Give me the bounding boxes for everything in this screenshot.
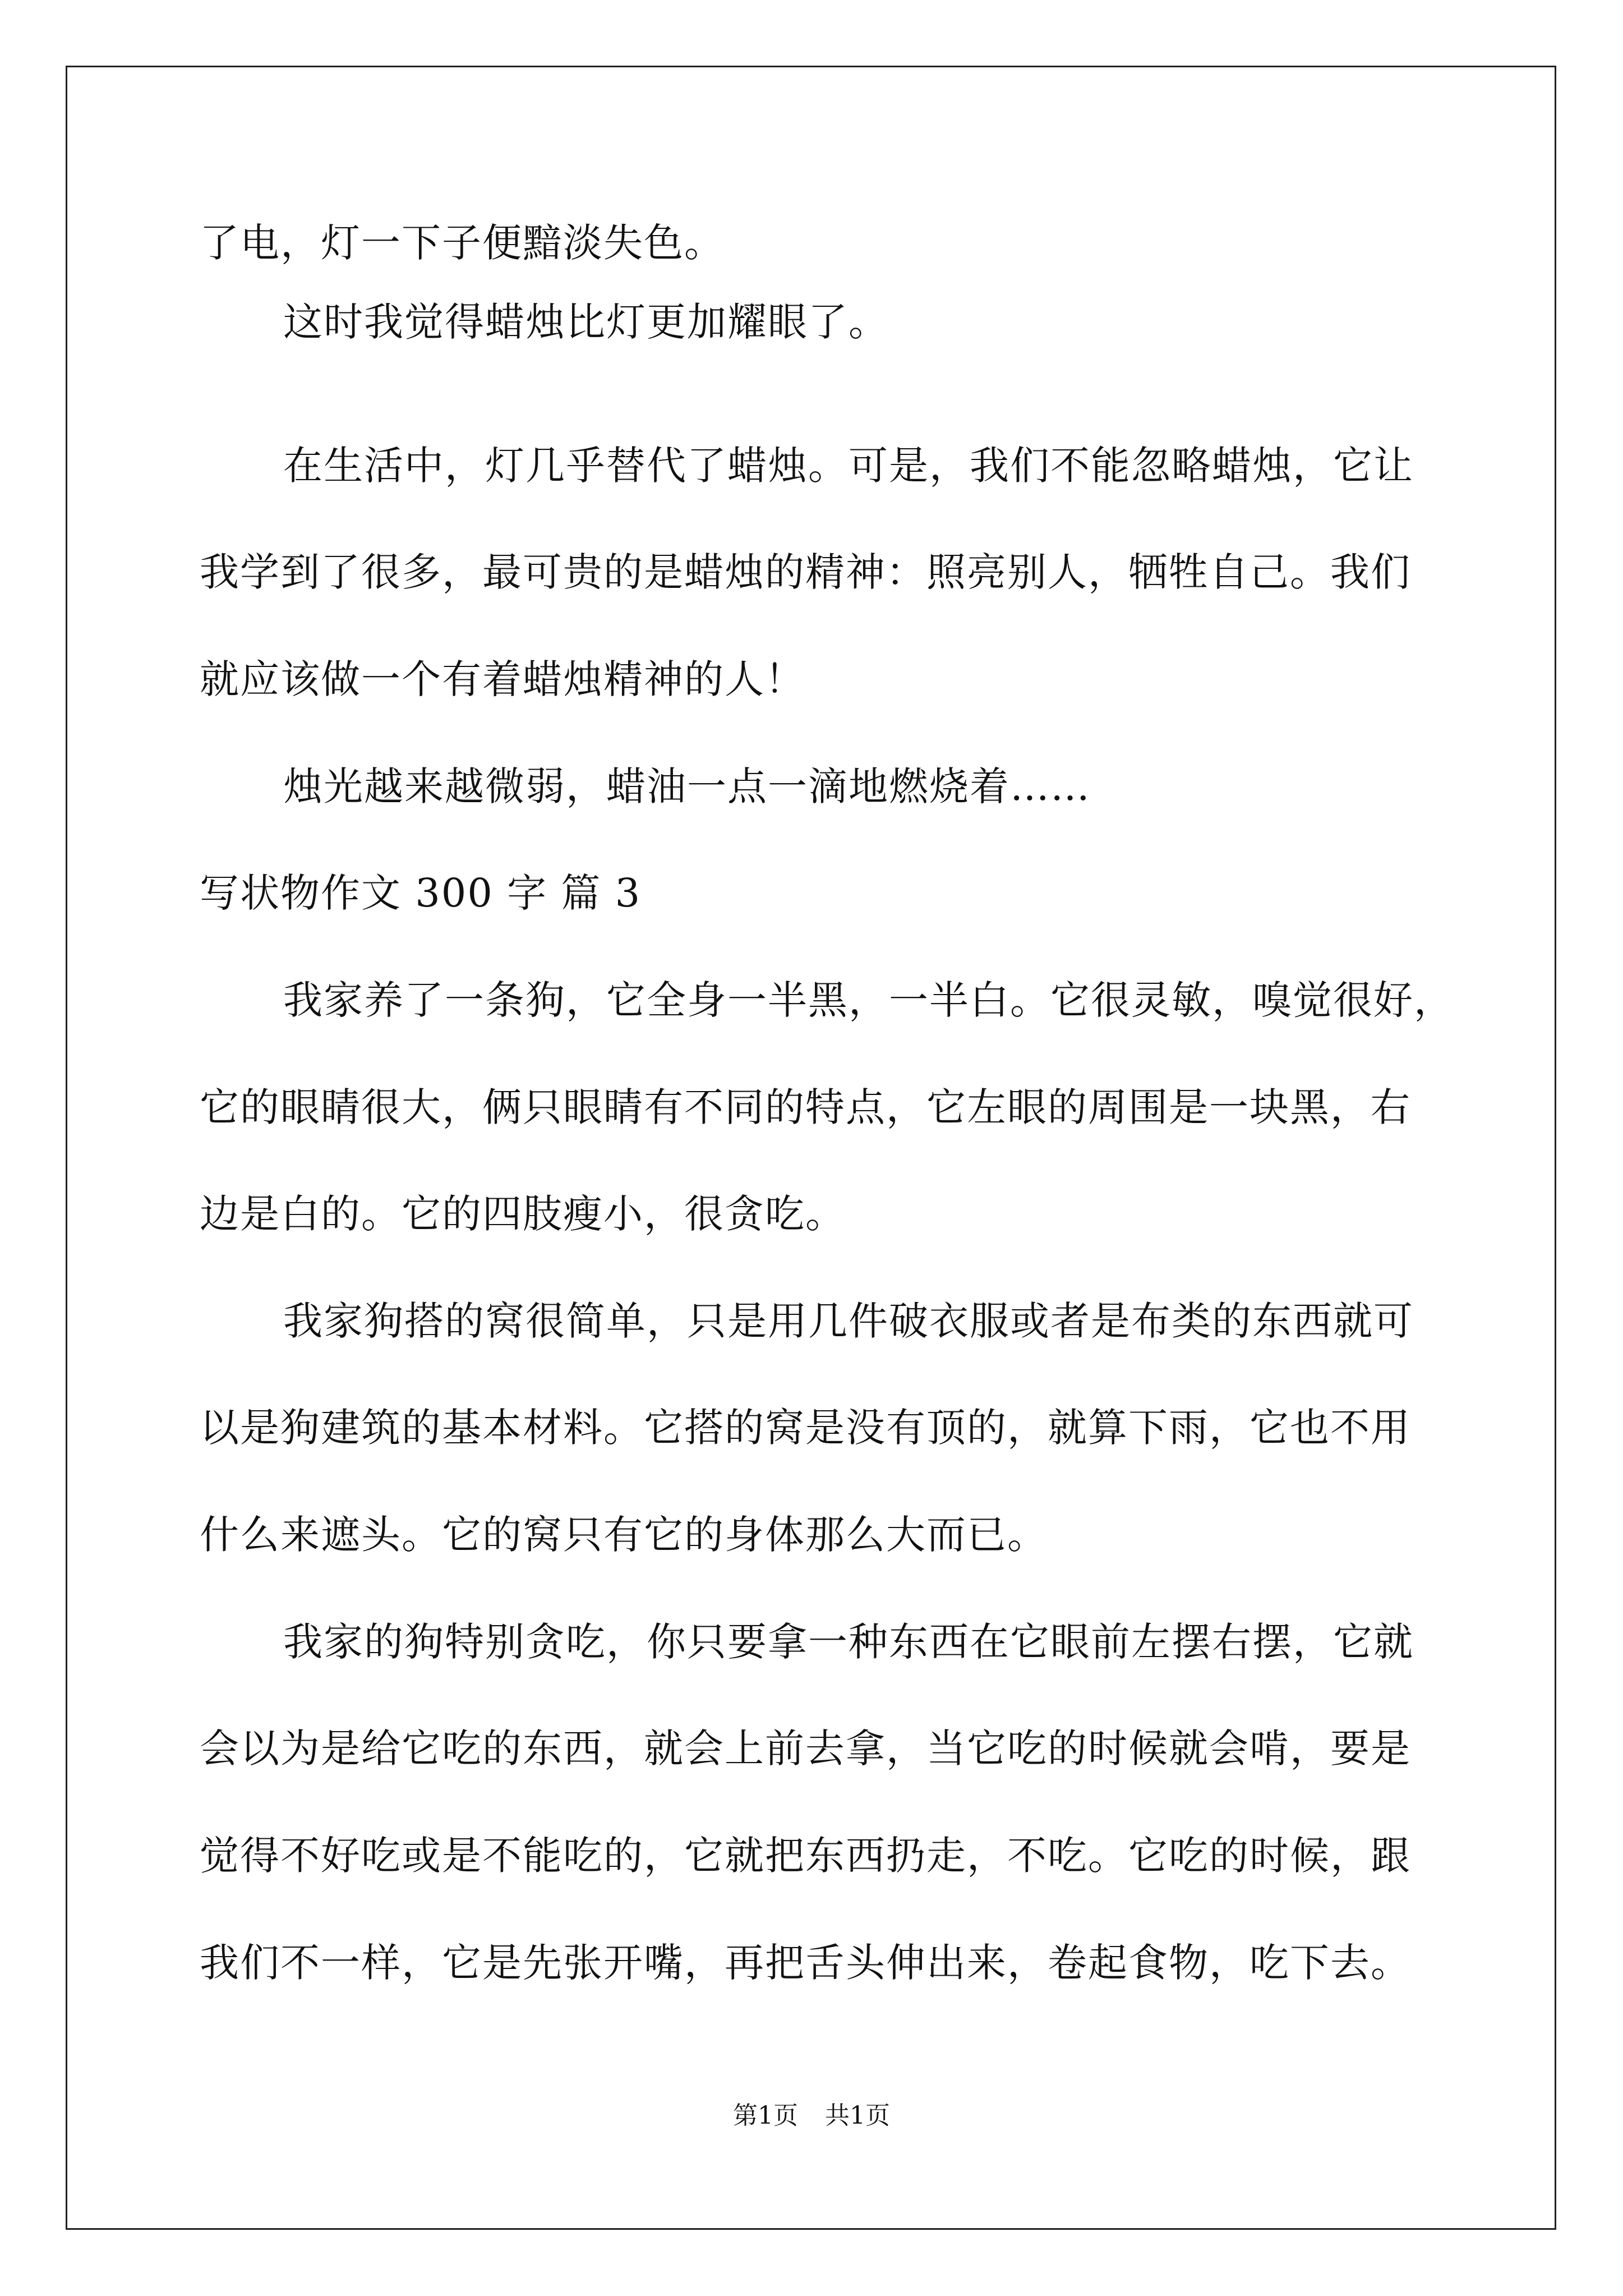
text-line: 我们不一样，它是先张开嘴，再把舌头伸出来，卷起食物，吃下去。 — [200, 1940, 1411, 1986]
text-line: 以是狗建筑的基本材料。它搭的窝是没有顶的，就算下雨，它也不用 — [200, 1405, 1411, 1451]
paragraph-start: 我家养了一条狗，它全身一半黑，一半白。它很灵敏，嗅觉很好， — [283, 977, 1454, 1023]
text-line: 觉得不好吃或是不能吃的，它就把东西扔走，不吃。它吃的时候，跟 — [200, 1833, 1411, 1879]
paragraph-start: 我家狗搭的窝很简单，只是用几件破衣服或者是布类的东西就可 — [283, 1298, 1414, 1344]
section-heading: 写状物作文 300 字 篇 3 — [200, 870, 642, 916]
text-line: 会以为是给它吃的东西，就会上前去拿，当它吃的时候就会啃，要是 — [200, 1726, 1411, 1772]
paragraph-start: 这时我觉得蜡烛比灯更加耀眼了。 — [283, 299, 889, 345]
page-number: 第1页 — [733, 2101, 798, 2130]
text-line: 边是白的。它的四肢瘦小，很贪吃。 — [200, 1191, 846, 1237]
page-footer — [0, 2101, 1623, 2130]
paragraph-start: 烛光越来越微弱，蜡油一点一滴地燃烧着…… — [283, 763, 1091, 809]
text-line: 什么来遮头。它的窝只有它的身体那么大而已。 — [200, 1512, 1048, 1558]
paragraph-start: 在生活中，灯几乎替代了蜡烛。可是，我们不能忽略蜡烛，它让 — [283, 443, 1414, 489]
text-line: 我学到了很多，最可贵的是蜡烛的精神：照亮别人，牺牲自己。我们 — [200, 549, 1411, 595]
page-border — [66, 66, 1556, 2230]
text-line: 了电，灯一下子便黯淡失色。 — [200, 220, 725, 266]
text-line: 就应该做一个有着蜡烛精神的人！ — [200, 656, 805, 702]
page-count: 共1页 — [825, 2101, 890, 2130]
text-line: 它的眼睛很大，俩只眼睛有不同的特点，它左眼的周围是一块黑，右 — [200, 1084, 1411, 1130]
paragraph-start: 我家的狗特别贪吃，你只要拿一种东西在它眼前左摆右摆，它就 — [283, 1619, 1414, 1665]
